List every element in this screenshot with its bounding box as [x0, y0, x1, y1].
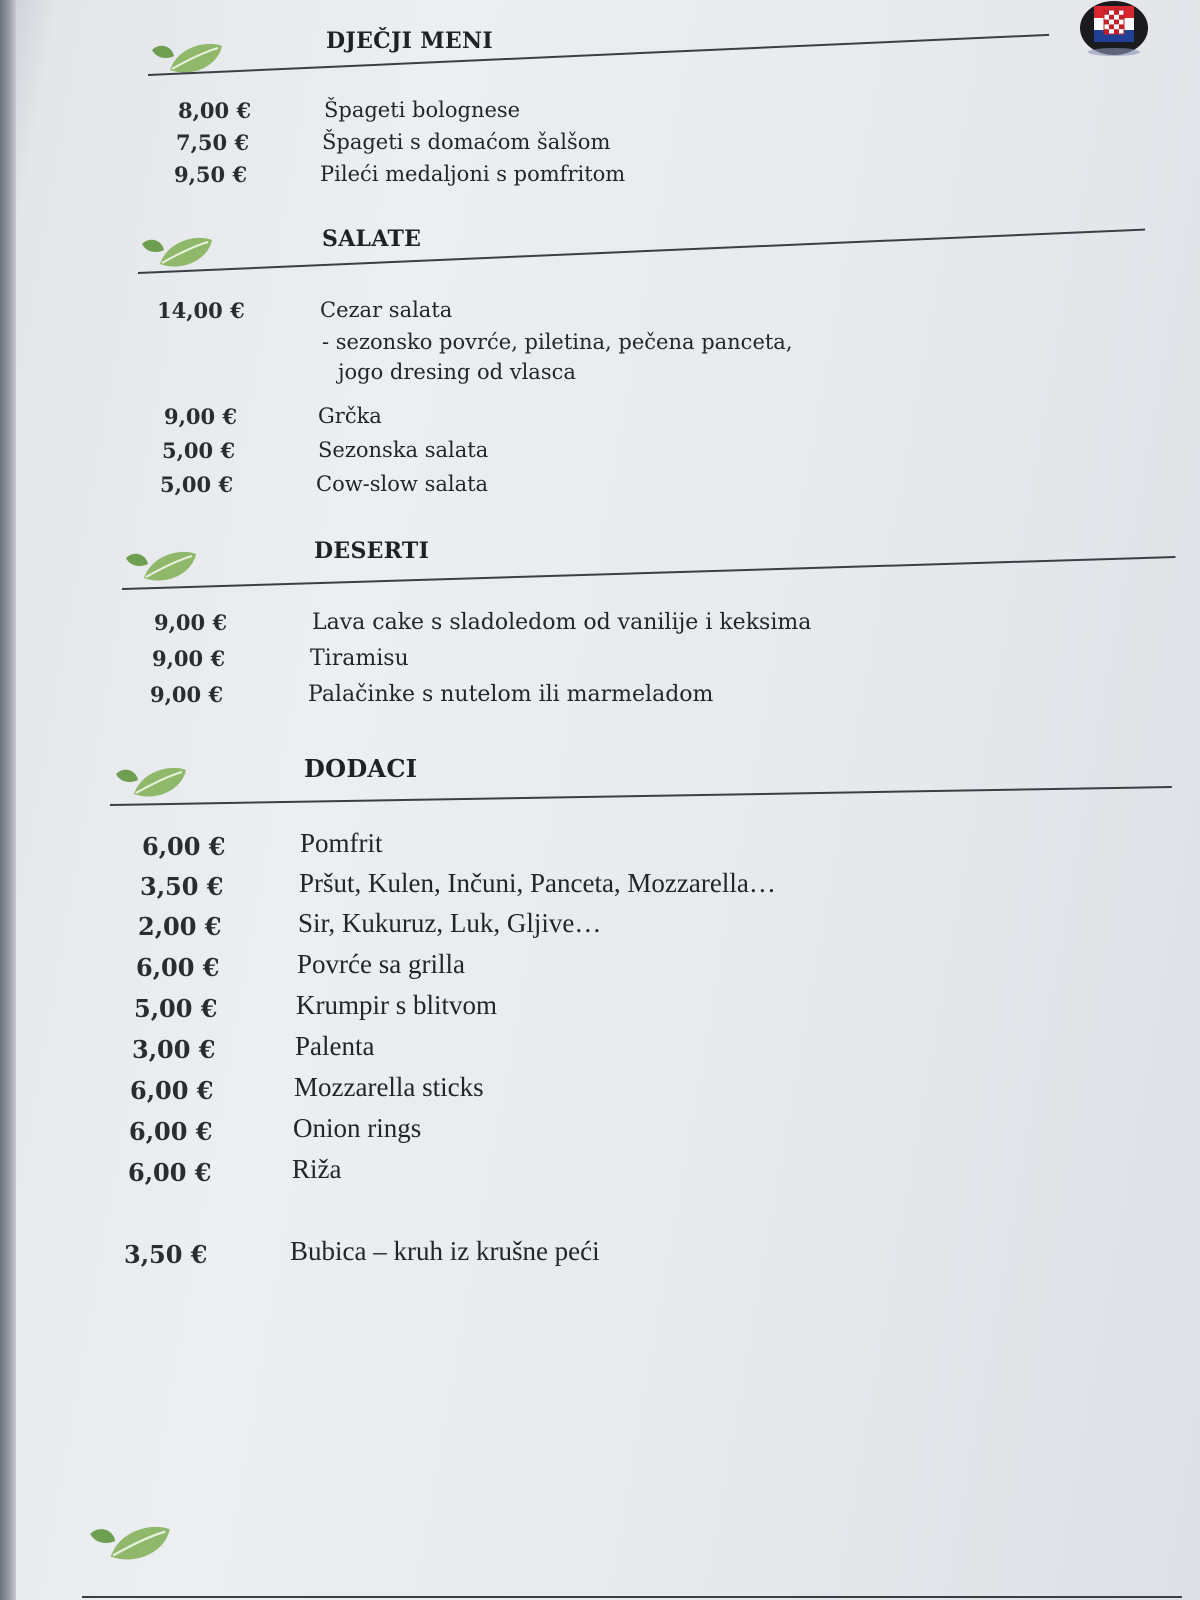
menu-item-price: 5,00 €: [160, 472, 234, 497]
menu-item-name: Pršut, Kulen, Inčuni, Panceta, Mozzarella…: [299, 868, 776, 898]
menu-item-price: 7,50 €: [176, 130, 250, 155]
menu-item-row: [160, 472, 760, 506]
menu-item-price: 8,00 €: [178, 98, 252, 123]
menu-item-price: 9,50 €: [174, 162, 248, 187]
menu-item-name: Cezar salata: [320, 298, 453, 322]
menu-item-price: 14,00 €: [157, 298, 245, 323]
menu-item-price: 6,00 €: [136, 953, 220, 982]
menu-item-name: Sir, Kukuruz, Luk, Gljive…: [298, 908, 602, 938]
menu-item-row: [134, 990, 854, 1028]
menu-item-name: Špageti bolognese: [324, 98, 521, 122]
leaf-icon: [122, 544, 200, 588]
menu-item-row: [154, 610, 874, 644]
menu-item-row: [136, 949, 856, 987]
menu-item-name: Bubica – kruh iz krušne peći: [290, 1236, 600, 1266]
section-title: DESERTI: [314, 538, 430, 564]
menu-item-name: Pileći medaljoni s pomfritom: [320, 162, 626, 186]
menu-item-row: [174, 162, 774, 196]
menu-item-row: [150, 682, 790, 716]
leaf-icon: [84, 1518, 176, 1568]
menu-item-price: 3,00 €: [132, 1035, 216, 1064]
menu-item-price: 6,00 €: [128, 1158, 212, 1187]
menu-item-name: Mozzarella sticks: [294, 1072, 484, 1102]
menu-item-row: [124, 1236, 884, 1274]
menu-item-name: Palačinke s nutelom ili marmeladom: [308, 682, 714, 707]
menu-item-price: 5,00 €: [162, 438, 236, 463]
menu-item-row: [178, 98, 778, 132]
menu-page-edge: [0, 0, 16, 1600]
menu-item-price: 9,00 €: [150, 682, 224, 707]
menu-item-price: 9,00 €: [154, 610, 228, 635]
leaf-icon: [112, 760, 190, 804]
menu-item-name: Onion rings: [293, 1113, 422, 1143]
menu-item-description: jogo dresing od vlasca: [338, 360, 576, 384]
menu-item-row: [176, 130, 776, 164]
menu-item-row: [140, 868, 900, 906]
menu-item-name: Povrće sa grilla: [297, 949, 465, 979]
section-title: DJEČJI MENI: [326, 28, 493, 54]
menu-item-description: - sezonsko povrće, piletina, pečena panceta,: [322, 330, 793, 354]
menu-item-name: Krumpir s blitvom: [296, 990, 497, 1020]
menu-item-row: [162, 438, 762, 472]
menu-item-name: Tiramisu: [310, 646, 409, 671]
menu-item-name: Lava cake s sladoledom od vanilije i keksima: [312, 610, 812, 635]
menu-item-name: Riža: [292, 1154, 342, 1184]
menu-item-price: 6,00 €: [142, 832, 226, 861]
menu-item-name: Cow-slow salata: [316, 472, 489, 496]
menu-item-price: 6,00 €: [130, 1076, 214, 1105]
section-title: SALATE: [322, 226, 422, 252]
menu-item-name: Sezonska salata: [318, 438, 489, 462]
menu-item-row: [157, 298, 837, 398]
menu-item-name: Palenta: [295, 1031, 375, 1061]
menu-item-row: [164, 404, 764, 438]
section-divider: [82, 1596, 1182, 1598]
menu-item-row: [152, 646, 752, 680]
menu-item-price: 6,00 €: [129, 1117, 213, 1146]
leaf-icon: [138, 230, 216, 274]
menu-item-price: 9,00 €: [164, 404, 238, 429]
menu-item-row: [142, 828, 862, 866]
menu-item-price: 2,00 €: [138, 912, 222, 941]
menu-item-name: Špageti s domaćom šalšom: [322, 130, 611, 154]
menu-item-name: Grčka: [318, 404, 382, 428]
menu-item-row: [138, 908, 858, 946]
menu-item-row: [132, 1031, 852, 1069]
menu-item-row: [128, 1154, 848, 1192]
menu-item-row: [130, 1072, 850, 1110]
menu-item-row: [129, 1113, 849, 1151]
menu-item-price: 3,50 €: [140, 872, 224, 901]
croatian-flag-icon: [1078, 0, 1150, 56]
section-title: DODACI: [304, 754, 418, 783]
menu-item-price: 5,00 €: [134, 994, 218, 1023]
menu-item-name: Pomfrit: [300, 828, 383, 858]
menu-item-price: 9,00 €: [152, 646, 226, 671]
menu-item-price: 3,50 €: [124, 1240, 208, 1269]
